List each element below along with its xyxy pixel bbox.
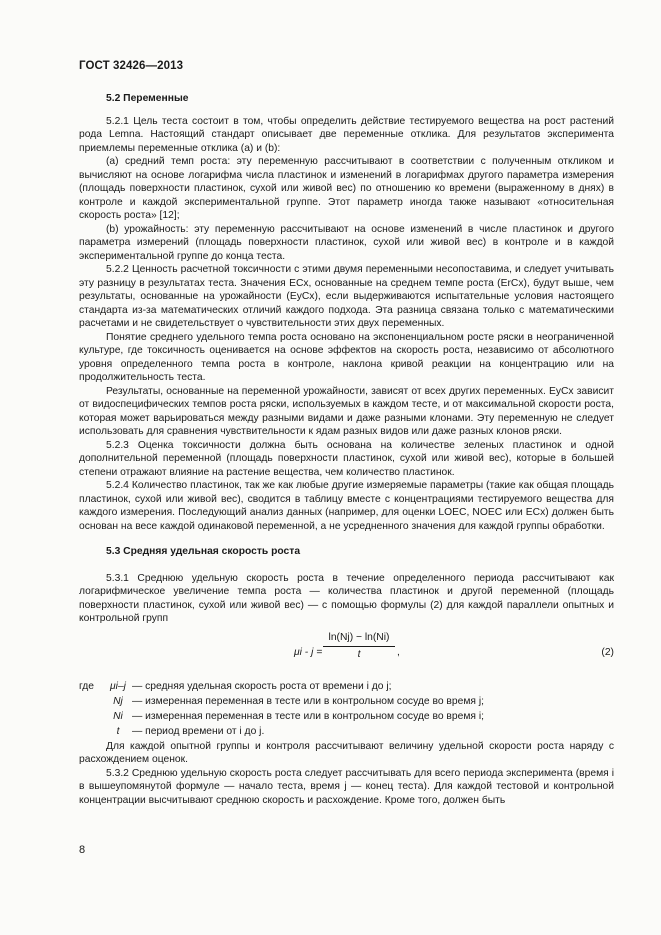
formula-legend	[79, 680, 614, 740]
formula-denominator: t	[357, 649, 361, 660]
legend-row	[79, 710, 614, 725]
paragraph: 5.2.2 Ценность расчетной токсичности с этими двумя переменными несопоставима, и следует учитывать эту разницу в результатах теста. Значения ECx, основанные на среднем темпе роста (ErCx), будут выше, чем результаты, основанные на урожайности (EyCx), если выдерживаются испытательные условия настоящего стандарта из-за математических отличий каждого подхода. Эта разница связана только с математическими расчетами и не свидетельствует о чувствительности этих двух переменных.	[79, 264, 614, 329]
paragraph: 5.2.3 Оценка токсичности должна быть основана на количестве зеленых пластинок и одной дополнительной переменной (площадь поверхности пластинок, сухой или живой вес), которые в большей степени отражают влияние на растение вещества, чем количество пластинок.	[79, 439, 614, 478]
legend-text: — период времени от i до j.	[132, 725, 265, 737]
legend-symbol: Nj	[113, 695, 123, 707]
formula-number: (2)	[601, 646, 614, 658]
formula-numerator: ln(Nj) − ln(Ni)	[323, 631, 395, 648]
legend-text: — измеренная переменная в тесте или в контрольном сосуде во время i;	[132, 710, 484, 722]
paragraph: (а) средний темп роста: эту переменную рассчитывают в соответствии с полученным откликом и вычисляют на основе логарифма числа пластинок и изменений в логарифмах другого параметра измерения (площадь поверхности пластинок, сухой или живой вес) по отношению ко времени (выраженному в днях) в контроле и каждой экспериментальной группе. Этот параметр иногда также называют «относительная скорость роста» [12];	[79, 156, 614, 221]
paragraph: Результаты, основанные на переменной урожайности, зависят от всех других переменных. EyCx зависит от видоспецифических темпов роста ряски, используемых в каждом тесте, и от максимальной скорости роста, которая может варьироваться между разными видами и даже разными клонами. Эту переменную не следует использовать для сравнения чувствительности к ядам разных видов или даже разных клонов ряски.	[79, 385, 614, 437]
legend-text: — измеренная переменная в тесте или в контрольном сосуде во время j;	[132, 695, 484, 707]
section-heading-5-3: 5.3 Средняя удельная скорость роста	[106, 546, 301, 557]
legend-text: — средняя удельная скорость роста от времени i до j;	[132, 680, 392, 692]
legend-row	[79, 725, 614, 740]
formula-fraction	[323, 631, 395, 662]
paragraph: Понятие среднего удельного темпа роста основано на экспоненциальном росте ряски в неограниченной культуре, где токсичность оценивается на основе эффектов на скорость роста, независимо от абсолютного уровня определенного темпа роста в контроле, наклона кривой реакции на концентрацию или на продолжительность теста.	[79, 331, 614, 383]
paragraph: 5.3.2 Среднюю удельную скорость роста следует рассчитывать для всего периода эксперимента (время i в вышеупомянутой формуле — начало теста, время j — конец теста). Для каждой тестовой и контрольной концентрации высчитывают среднюю скорость и расхождение. Кроме того, должен быть	[79, 767, 614, 806]
paragraph: Для каждой опытной группы и контроля рассчитывают величину удельной скорости роста наряду с расхождением оценок.	[79, 740, 614, 765]
formula-lhs: μi - j =	[294, 646, 323, 658]
paragraph: 5.2.1 Цель теста состоит в том, чтобы определить действие тестируемого вещества на рост растений рода Lemna. Настоящий стандарт описывает две переменные отклика. Для результатов эксперимента приемлемы переменные отклика (а) и (b):	[79, 115, 614, 154]
formula-comma: ,	[397, 646, 400, 658]
legend-symbol: μi–j	[110, 680, 126, 692]
legend-row	[79, 680, 614, 695]
page-content	[79, 92, 614, 807]
paragraph: 5.2.4 Количество пластинок, так же как любые другие измеряемые параметры (такие как общая площадь пластинок, сухой или живой вес), сводится в таблицу вместе с концентрациями тестируемого вещества для каждого измерения. Последующий анализ данных (например, для оценки LOEC, NOEC или ECx) должен быть основан на весе каждой одинаковой переменной, а не усредненного значения для каждой группы обработки.	[79, 480, 614, 532]
legend-row	[79, 695, 614, 710]
legend-symbol: Ni	[113, 710, 123, 722]
paragraph: (b) урожайность: эту переменную рассчитывают на основе изменений в числе пластинок и другого параметра измерений (площадь поверхности пластинок, сухой или живой вес) в контроле и в каждой экспериментальной группе до конца теста.	[79, 223, 614, 262]
legend-label: где	[79, 680, 95, 692]
section-heading-5-2: 5.2 Переменные	[106, 93, 189, 104]
paragraph: 5.3.1 Среднюю удельную скорость роста в течение определенного периода рассчитывают как логарифмическое увеличение темпа роста — количества пластинок и другой переменной (площадь поверхности пластинок, сухой или живой вес) — с помощью формулы (2) для каждой параллели опытных и контрольной групп	[79, 572, 614, 624]
legend-symbol: t	[116, 725, 120, 737]
document-header: ГОСТ 32426—2013	[79, 60, 184, 72]
page-number: 8	[79, 844, 86, 856]
growth-rate-formula	[79, 628, 614, 674]
